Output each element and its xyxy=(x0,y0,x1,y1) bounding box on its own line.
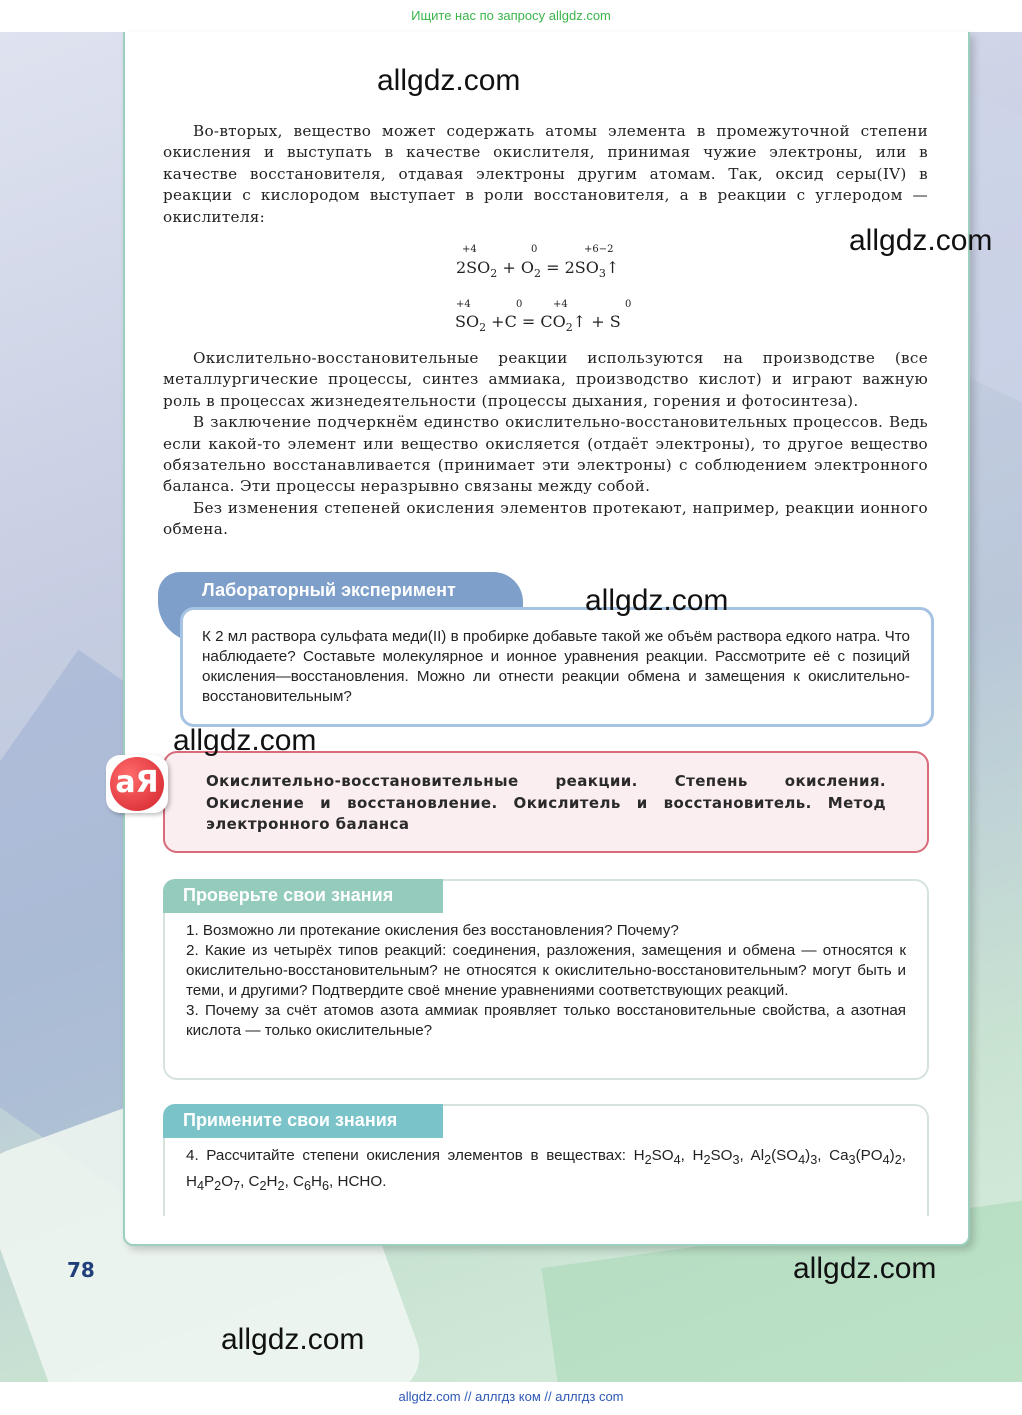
intro-paragraph: Во-вторых, вещество может содержать атомы элемента в промежуточной степени окисления и выступать в качестве окислителя, принимая чужие электроны, или в качестве восстановителя, отдавая электроны другим атомам. Так, оксид серы(IV) в реакции с кислородом выступает в роли восстановителя, а в реакции с углеродом — окислителя: xyxy=(163,122,928,226)
watermark: allgdz.com xyxy=(585,584,729,617)
subscript: 2 xyxy=(533,267,541,280)
question-item: 1. Возможно ли протекание окисления без восстановления? Почему? xyxy=(186,922,679,939)
apply-knowledge-title: Примените свои знания xyxy=(183,1110,398,1130)
page-number: 78 xyxy=(67,1258,95,1282)
formula: CO xyxy=(540,312,566,331)
subscript: 3 xyxy=(598,267,606,280)
check-knowledge-title: Проверьте свои знания xyxy=(183,885,394,905)
formula: + S xyxy=(591,312,621,331)
paragraph: Без изменения степеней окисления элементов протекают, например, реакции ионного обмена. xyxy=(163,498,928,539)
body-paragraphs xyxy=(163,348,928,541)
top-banner[interactable]: Ищите нас по запросу allgdz.com xyxy=(411,8,611,23)
lab-experiment-text: К 2 мл раствора сульфата меди(II) в пробирке добавьте такой же объём раствора едкого натра. Что наблюдаете? Составьте молекулярное и ионное уравнения реакции. Рассмотрите её с позиций окисления—восстановления. Можно ли отнести реакции обмена и замещения к окислительно-восстановительным? xyxy=(202,628,910,705)
oxidation-state: +4 xyxy=(553,299,568,310)
oxidation-state: +4 xyxy=(462,244,477,255)
formula: SO xyxy=(455,312,480,331)
formula: 2SO xyxy=(456,258,491,277)
watermark: allgdz.com xyxy=(221,1323,365,1356)
bottom-link-bar[interactable]: allgdz.com // аллгдз ком // аллгдз com xyxy=(0,1382,1022,1415)
subscript: 2 xyxy=(479,321,487,334)
question-item: 3. Почему за счёт атомов азота аммиак проявляет только восстановительные свойства, а азотная кислота — только окислительные? xyxy=(186,1002,906,1039)
apply-knowledge-text: 4. Рассчитайте степени окисления элементов в веществах: $H_2SO_4$, $H_2SO_3$, $Al_2(SO_4)_3$, $Ca_3(PO_4)_2$, $H_4P_2O_7$, $C_2H_2$, $C_6H_6$, HCHO. xyxy=(186,1147,906,1194)
subscript: 2 xyxy=(565,321,573,334)
oxidation-state: 0 xyxy=(625,299,632,310)
watermark: allgdz.com xyxy=(377,64,521,97)
key-terms-icon xyxy=(106,755,168,813)
oxidation-state: +6−2 xyxy=(584,244,614,255)
gas-arrow-icon: ↑ xyxy=(572,312,587,331)
plus-sign: + xyxy=(502,258,516,277)
task-lead: 4. Рассчитайте степени окисления элементов в веществах: xyxy=(186,1147,627,1164)
lab-experiment-title: Лабораторный эксперимент xyxy=(202,580,456,600)
equals-sign: = xyxy=(546,258,560,277)
key-terms-text: Окислительно-восстановительные реакции. Степень окисления. Окисление и восстановление. Окислитель и восстановитель. Метод электронного баланса xyxy=(206,772,886,833)
paragraph: В заключение подчеркнём единство окислительно-восстановительных процессов. Ведь если какой-то элемент или вещество окисляется (отдаёт электроны), то другое вещество обязательно восстанавливается (принимает эти электроны) с соблюдением электронного баланса. Эти процессы неразрывно связаны между собой. xyxy=(163,413,928,496)
watermark: allgdz.com xyxy=(173,724,317,757)
watermark: allgdz.com xyxy=(793,1252,937,1285)
question-item: 2. Какие из четырёх типов реакций: соединения, разложения, замещения и обмена — относятся к окислительно-восстановительным? не относятся к окислительно-восстановительным? могут быть и теми, и другими? Подтвердите своё мнение уравнениями соответствующих реакций. xyxy=(186,942,906,999)
formula: 2SO xyxy=(564,258,599,277)
oxidation-state: +4 xyxy=(456,299,471,310)
watermark: allgdz.com xyxy=(849,224,993,257)
subscript: 2 xyxy=(490,267,498,280)
formula: O xyxy=(520,258,534,277)
check-knowledge-list xyxy=(186,921,906,1041)
equals-sign: = xyxy=(521,312,536,331)
ay-icon: аЯ xyxy=(110,757,164,811)
oxidation-state: 0 xyxy=(516,299,523,310)
gas-arrow-icon: ↑ xyxy=(605,258,620,277)
paragraph: Окислительно-восстановительные реакции используются на производстве (все металлургические процессы, синтез аммиака, производство кислот) и играют важную роль в процессах жизнедеятельности (процессы дыхания, горения и фотосинтеза). xyxy=(163,349,928,410)
oxidation-state: 0 xyxy=(531,244,538,255)
formula: +C xyxy=(491,312,517,331)
